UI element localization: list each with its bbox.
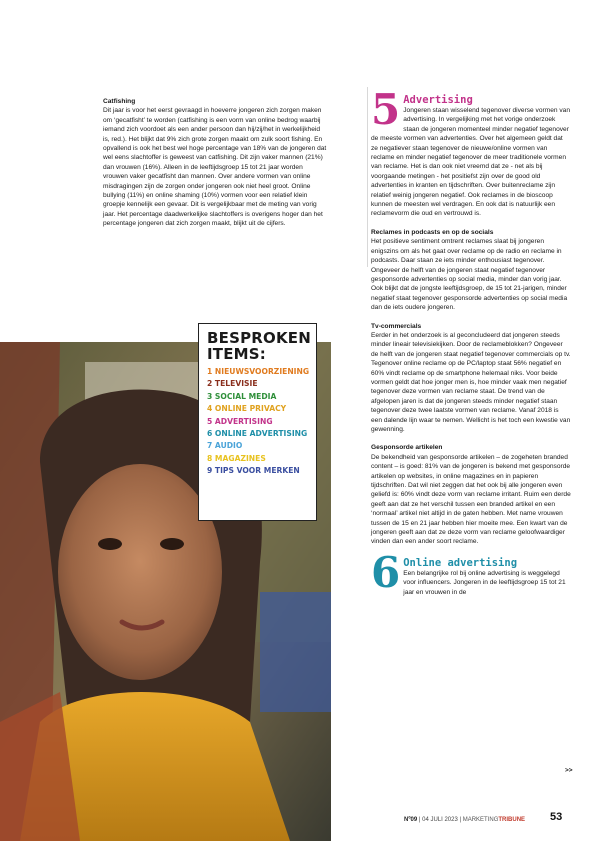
items-list-entry: 3 SOCIAL MEDIA <box>207 391 277 401</box>
issue-date: | 04 JULI 2023 | <box>418 817 462 823</box>
section-number-6: 6 <box>371 547 401 597</box>
sponsored-heading: Gesponsorde artikelen <box>371 444 443 452</box>
podcast-heading: Reclames in podcasts en op de socials <box>371 228 494 236</box>
issue-number: Nº09 <box>404 817 418 823</box>
catfishing-paragraph: Dit jaar is voor het eerst gevraagd in hoeverre jongeren zich zorgen maken om ‘gecatfisht’ te worden (catfishing is een vorm van online bedrog waarbij iemand zich voordoet als een ander persoon dan hij/zij/het in werkelijkheid is, red.). Het blijkt dat 9% zich grote zorgen maakt om zulk soort fishing. En opvallend is ook het best wel hoge percentage van 18% van de jongeren dat wel eens slachtoffer is geweest van catfishing. Dit zijn vaker mannen (21%) dan vrouwen (16%). Alleen in de leeftijdsgroep 15 tot 21 jaar worden vrouwen vaker gecatfisht dan mannen. Over andere vormen van online misdragingen zijn de zorgen onder jongeren ook niet heel groot. Online bullying (11%) en online shaming (10%) vormen voor een relatief klein groepje kennelijk een gevaar. Dit is vergelijkbaar met de meting van vorig jaar. Het percentage daadwerkelijke slachtoffers is overigens hoger dan het percentage jongeren dat zich zorgen maakt, blijkt uit de cijfers. <box>103 107 327 228</box>
items-list-entry: 8 MAGAZINES <box>207 453 266 463</box>
column-divider <box>367 87 368 267</box>
sponsored-paragraph: De bekendheid van gesponsorde artikelen – de zogeheten branded content – is goed: 81% van de jongeren is bekend met gesponsorde artikelen op websites, in online magazines en in papieren tijdschriften. Dat wil niet zeggen dat het ook bij alle jongeren even geliefd is: 60% vindt deze vorm van reclame irritant. Ruim een derde geeft aan dat ze het verschil tussen een branded artikel en een ‘normaal’ artikel niet altijd in de gaten hebben. Met name vrouwen tussen de 15 en 21 jaar hebben hier moeite mee. Een kwart van de jongeren geeft aan dat ze deze vorm van reclame geloofwaardiger vinden dan een ander soort reclame. <box>371 453 571 546</box>
advertising-heading: Advertising <box>403 94 473 106</box>
online-advertising-heading: Online advertising <box>403 556 518 569</box>
brand-marketing: MARKETING <box>462 817 499 823</box>
items-list-entry: 2 TELEVISIE <box>207 379 258 389</box>
advertising-section-header <box>371 85 571 219</box>
advertising-paragraph: Jongeren staan wisselend tegenover diverse vormen van advertising. In vergelijking met het vorige onderzoek staan de jongeren momenteel minder negatief tegenover de meeste vormen van advertenties. Over het algemeen geldt dat ze negatiever staan tegenover de nieuwe/online vormen van reclame en minder negatief tegenover de meer traditionele vormen van reclame. Het is dan ook niet vreemd dat ze - net als bij voorgaande metingen - het positiefst zijn over de good old advertenties in kranten en tijdschriften. Over buitenreclame zijn relatief weinig jongeren negatief. Ook reclames in de bioscoop kunnen de meesten wel verdragen. En ook dat is natuurlijk een reclamevorm die oud en vertrouwd is. <box>371 107 571 218</box>
discussed-items-box <box>198 323 317 521</box>
items-list-entry: 6 ONLINE ADVERTISING <box>207 429 308 439</box>
page-footer <box>404 815 574 829</box>
items-list-entry: 7 AUDIO <box>207 441 243 451</box>
right-column <box>371 85 571 597</box>
catfishing-heading: Catfishing <box>103 98 136 105</box>
left-column <box>103 97 327 229</box>
items-box-title: BESPROKEN ITEMS: <box>207 329 312 363</box>
tv-heading: Tv-commercials <box>371 322 422 330</box>
section-number-5: 5 <box>371 85 401 134</box>
podcast-paragraph: Het positieve sentiment omtrent reclames slaat bij jongeren enigszins om als het gaat over reclame op de radio en reclame in podcasts. Daar staan ze iets minder enthousiast tegenover. Ongeveer de helft van de jongeren staat negatief tegenover gesponsorde advertenties op social media, minder dan vorig jaar. Ook blijkt dat de jongste leeftijdsgroep, de 15 tot 21-jarigen, minder negatief staat tegenover gesponsorde advertenties op social media dan de iets oudere jongeren. <box>371 238 568 312</box>
online-advertising-paragraph: Een belangrijke rol bij online advertising is weggelegd voor influencers. Jongeren in de leeftijdsgroep 15 tot 21 jaar en vrouwen in de <box>403 569 566 596</box>
items-list-entry: 4 ONLINE PRIVACY <box>207 404 287 414</box>
page-number: 53 <box>550 811 563 823</box>
items-list-entry: 9 TIPS VOOR MERKEN <box>207 466 300 476</box>
brand-tribune: TRIBUNE <box>498 817 526 823</box>
online-advertising-section-header <box>371 547 571 597</box>
items-list <box>207 366 316 478</box>
items-list-entry: 1 NIEUWSVOORZIENING <box>207 367 310 376</box>
items-list-entry: 5 ADVERTISING <box>207 416 273 426</box>
tv-paragraph: Eerder in het onderzoek is al geconcludeerd dat jongeren steeds minder lineair televisiekijken. Door de reclameblokken? Ongeveer de helft van de jongeren staat negatief tegenover commercials op tv. Tegenover online reclame op de PC/laptop staat 56% negatief en 60% vindt reclame op de smartphone helemaal niks. Voor beide vormen geldt dat hoe jonger men is, hoe minder vaak men negatief tegenover deze vormen van reclame staat. De trend van de afgelopen jaren is dat de jongeren steeds minder negatief staan tegenover deze twee laatste vormen van reclame. Vanaf 2018 is een dalende lijn waar te nemen. Wellicht is het toch een kwestie van gewenning. <box>371 331 571 433</box>
continue-arrows: >> <box>565 767 573 774</box>
